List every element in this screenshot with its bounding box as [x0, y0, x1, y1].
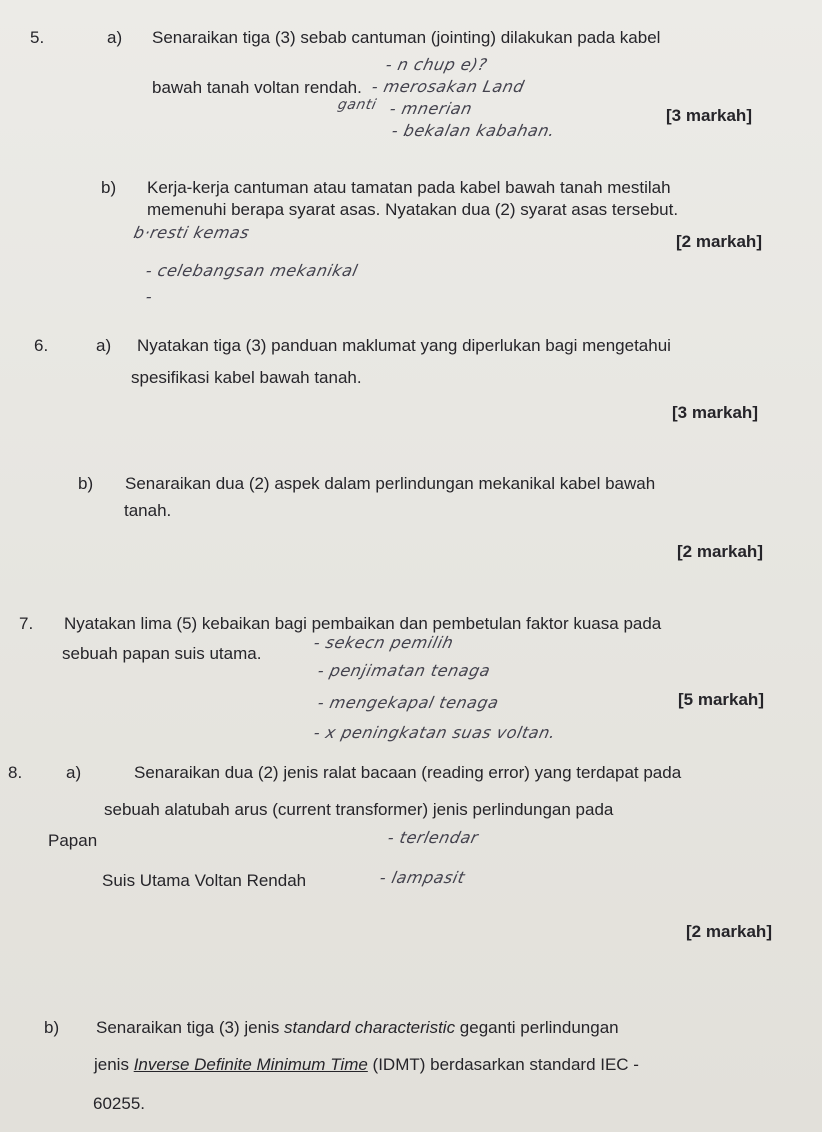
handwritten-answer: - celebangsan mekanikal [144, 261, 360, 280]
question-8-number: 8. [8, 763, 23, 782]
handwritten-answer: - sekecn pemilih [312, 633, 456, 652]
question-8a-text-line2: sebuah alatubah arus (current transformer) jenis perlindungan pada [104, 800, 614, 819]
handwritten-answer: b·resti kemas [132, 223, 252, 242]
question-8b-line1-part: Senaraikan tiga (3) jenis [96, 1018, 285, 1037]
question-7-text-line2: sebuah papan suis utama. [62, 644, 262, 663]
question-5b-marks: [2 markah] [676, 232, 762, 251]
question-6b-text-line1: Senaraikan dua (2) aspek dalam perlindungan mekanikal kabel bawah [125, 474, 656, 493]
question-8b-line1-part: geganti perlindungan [455, 1018, 619, 1037]
standard-characteristic-term: standard characteristic [284, 1018, 456, 1037]
question-5b-label: b) [101, 178, 117, 197]
question-7-marks: [5 markah] [678, 690, 764, 709]
question-8b-text-line3: 60255. [93, 1094, 145, 1113]
handwritten-answer: - terlendar [386, 828, 481, 847]
question-5a-line1: Senaraikan tiga (3) sebab cantuman (jointing) dilakukan pada kabel [152, 28, 661, 47]
question-5-number: 5. [30, 28, 45, 47]
question-7-number: 7. [19, 614, 34, 633]
question-5b-text-line1: Kerja-kerja cantuman atau tamatan pada kabel bawah tanah mestilah [147, 178, 671, 197]
question-7-text-line1: Nyatakan lima (5) kebaikan bagi pembaikan dan pembetulan faktor kuasa pada [64, 614, 662, 633]
handwritten-answer: - mengekapal tenaga [316, 693, 501, 712]
question-6b-label: b) [78, 474, 94, 493]
handwritten-answer: - mnerian [388, 99, 475, 118]
question-6a-label: a) [96, 336, 112, 355]
question-8a-label: a) [66, 763, 82, 782]
idmt-term: Inverse Definite Minimum Time [133, 1055, 368, 1074]
question-6a-text-line2: spesifikasi kabel bawah tanah. [131, 368, 362, 387]
question-8a-text-line1: Senaraikan dua (2) jenis ralat bacaan (reading error) yang terdapat pada [134, 763, 682, 782]
question-5a-text-line2: bawah tanah voltan rendah. [152, 78, 362, 97]
question-6b-text-line2: tanah. [124, 501, 172, 520]
handwritten-answer: - penjimatan tenaga [316, 661, 493, 680]
question-8b-text-line1 [96, 1018, 619, 1038]
handwritten-margin-note: ganti [336, 97, 378, 113]
handwritten-answer: - merosakan Land [370, 77, 527, 96]
question-8b-label: b) [44, 1018, 60, 1037]
question-6a-marks: [3 markah] [672, 403, 758, 422]
question-8a-text-line4: Suis Utama Voltan Rendah [102, 871, 307, 890]
question-5a-text-line1 [152, 28, 780, 48]
handwritten-answer: - lampasit [378, 868, 467, 887]
question-8b-line2-part: (IDMT) berdasarkan standard IEC - [367, 1055, 639, 1074]
question-5a-marks: [3 markah] [666, 106, 752, 125]
question-5b-text-line2: memenuhi berapa syarat asas. Nyatakan dua (2) syarat asas tersebut. [147, 200, 679, 219]
handwritten-answer: - x peningkatan suas voltan. [312, 723, 558, 742]
question-8b-text-line2 [94, 1055, 639, 1075]
question-6-number: 6. [34, 336, 49, 355]
handwritten-answer: - bekalan kabahan. [390, 121, 557, 140]
question-6a-text-line1: Nyatakan tiga (3) panduan maklumat yang diperlukan bagi mengetahui [137, 336, 671, 355]
question-8a-text-line3: Papan [48, 831, 98, 850]
question-6b-marks: [2 markah] [677, 542, 763, 561]
question-5a-label: a) [107, 28, 123, 47]
handwritten-answer: - n chup e)? [384, 55, 490, 74]
question-8b-line2-part: jenis [94, 1055, 134, 1074]
question-8a-marks: [2 markah] [686, 922, 772, 941]
handwritten-answer: - [144, 287, 155, 306]
